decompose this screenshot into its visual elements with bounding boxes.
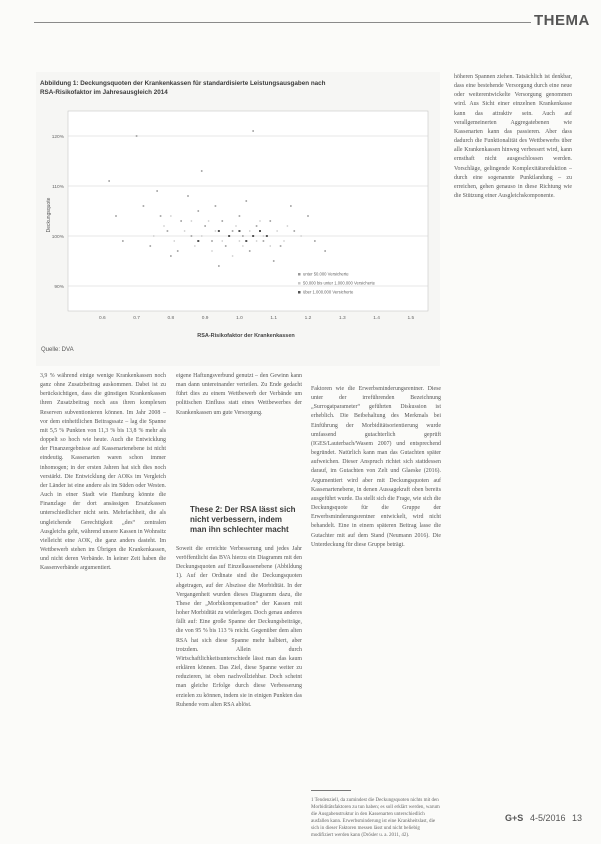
data-point bbox=[280, 245, 282, 247]
data-point bbox=[263, 240, 265, 242]
data-point bbox=[235, 225, 236, 226]
text-column-narrow bbox=[454, 73, 572, 201]
page-number: 13 bbox=[572, 813, 583, 823]
data-point bbox=[276, 230, 277, 231]
header-rule bbox=[34, 22, 531, 23]
data-point bbox=[232, 230, 234, 232]
x-tick-label: 1.1 bbox=[270, 316, 278, 321]
data-point bbox=[122, 240, 124, 242]
data-point bbox=[242, 235, 244, 237]
scatter-chart bbox=[40, 105, 436, 340]
data-point bbox=[245, 240, 247, 242]
data-point bbox=[194, 245, 195, 246]
figure-caption-line-1: Abbildung 1: Deckungsquoten der Krankenkassen für standardisierte Leistungsausgaben nach bbox=[40, 80, 326, 87]
data-point bbox=[249, 230, 250, 231]
data-point bbox=[197, 240, 199, 242]
data-point bbox=[263, 235, 264, 236]
data-point bbox=[249, 250, 251, 252]
data-point bbox=[218, 230, 220, 232]
data-point bbox=[184, 230, 185, 231]
data-point bbox=[187, 195, 189, 197]
x-tick-label: 1.4 bbox=[373, 316, 380, 321]
data-point bbox=[252, 130, 254, 132]
text-column-2-continued bbox=[176, 545, 302, 710]
data-point bbox=[269, 220, 271, 222]
paragraph: eigene Haftungsverbund genutzt – den Gewinn kann man dann untereinander verteilen. Zu Ende gedacht führt dies zu einem Wettbewerb der Verbände um politischen Einfluss statt eines Wettbewerbes der Krankenkassen um gute Versorgung. bbox=[176, 373, 302, 416]
data-point bbox=[115, 215, 117, 217]
data-point bbox=[136, 135, 138, 137]
paragraph: 3,9 % während einige wenige Krankenkassen noch ganz ohne Zusatzbeitrag auskommen. Dabei ist zu berücksichtigen, dass die günstigen Krankenkassen ihren Zusatzbeitrag noch aus ihren komplexen Reserven subventionieren können. Im Jahr 2008 – vor dem einheitlichen Beitragssatz – lag die Spanne mit 5,5 % Punkten von 11,3 % bis 13,8 % mehr als doppelt so hoch wie heute. Auch die Entwicklung der Finanzergebnisse auf Kassenartenebene ist nicht eindeutig. Kassenarten waren schon immer inhomogen; in der ersten Jahren hat sich dies noch verstärkt. Die Entwicklung der AOKs im Vergleich der Länder ist eine andere als im Süden oder Westen. Auch in einer Stadt wie Hamburg könnte die Finanzlage der dort ansässigen Ersatzkassen unterschiedlicher nicht sein. Mehrfachheit, die als ungleichende Gerechtigkeit „des“ zentralen Ausgleichs geht, während unsere Kassen in Wohnsitz vielleicht eine AOK, die ganz anders dasteht. Im Wettbewerb stehen im Übrigen die Krankenkassen, und nicht deren Verbände. In keiner Zeit haben die Kassenverbände argumentiert. bbox=[40, 373, 166, 572]
data-point bbox=[222, 240, 223, 241]
x-tick-labels bbox=[99, 315, 415, 321]
data-point bbox=[252, 235, 254, 237]
legend-entry: über 1.000.000 Versicherte bbox=[303, 289, 354, 295]
x-tick-label: 1.3 bbox=[338, 316, 346, 321]
legend-entry: unter 50.000 Versicherte bbox=[303, 271, 349, 277]
data-point bbox=[307, 215, 309, 217]
y-tick-label: 100% bbox=[51, 234, 64, 240]
data-point bbox=[218, 265, 220, 267]
legend-marker bbox=[298, 282, 301, 285]
data-point bbox=[242, 245, 243, 246]
data-point bbox=[177, 250, 179, 252]
data-point bbox=[211, 240, 213, 242]
paragraph: Faktoren wie die Erwerbsminderungsrentner. Diese unter der irreführenden Bezeichnung „Surrogatparameter“ geführten Diskussion ist erheblich. Die Beibehaltung des Merkmals bei Einführung der Morbiditätsorientierung wurde umfassend gutachterlich geprüft (IGES/Lauterbach/Wasem 2007) und entsprechend begründet. Natürlich kann man das Gutachten später aufweichen. Dieser Anspruch richtet sich stattdessen darauf, im Gutachten von Zelt und Glaeske (2016). Argumentiert wird aber mit Deckungsquoten auf Kassenartenebene, in denen Aussagekraft oben bereits ausgeführt wurde. Da stellt sich die Frage, wie sich die Deckungsquote für die Gruppe der Erwerbsminderungsrentner entwickelt, wird nicht behandelt. Eine in einem späteren Beitrag lasse die Gutachter mit auf dem Stand (Neumann 2016). Die Unterdeckung für diese Gruppe beträgt. bbox=[311, 386, 441, 548]
x-tick-label: 0.6 bbox=[98, 316, 106, 321]
data-point bbox=[293, 230, 295, 232]
data-point bbox=[225, 245, 227, 247]
data-point bbox=[238, 230, 240, 232]
paragraph: höheren Spannen ziehen. Tatsächlich ist denkbar, dass eine bestehende Versorgung durch eine neue oder weiterentwickelte Versorgung genommen wird. Aus Sicht einer einzelnen Krankenkasse kann das attraktiv sein. Auch auf verallgemeinerten Aggregatebenen wie Kassenarten kann das passieren. Aber dass dadurch die Funktionalität des Wettbewerbs über alle Krankenkassen hinweg verbessert wird, kann ernsthaft nicht ausgeschlossen werden. Vorschläge, gelingende Komplexitätsreduktion – durch eine sogenannte Punktlandung – zu erreichen, gehen genauso in diese Richtung wie die Stützung einer Ausgleichskomponente. bbox=[454, 74, 572, 200]
x-tick-label: 1.5 bbox=[407, 316, 415, 321]
data-point bbox=[215, 205, 217, 207]
data-point bbox=[163, 225, 164, 226]
data-point bbox=[201, 235, 202, 236]
data-point bbox=[259, 230, 261, 232]
figure-source: Quelle: DVA bbox=[41, 347, 74, 353]
x-tick-label: 0.8 bbox=[167, 316, 175, 321]
data-point bbox=[204, 225, 206, 227]
data-point bbox=[108, 180, 110, 182]
data-point bbox=[143, 205, 145, 207]
figure-caption-line-2: RSA-Risikofaktor im Jahresausgleich 2014 bbox=[40, 89, 168, 96]
footnote-rule bbox=[311, 790, 351, 791]
data-point bbox=[256, 240, 257, 241]
data-point bbox=[259, 220, 260, 221]
legend-marker bbox=[298, 291, 301, 294]
data-point bbox=[191, 235, 193, 237]
data-point bbox=[273, 260, 275, 262]
footnote: 1 Tendenziell, da zumindest die Deckungsquoten nichts mit den Morbiditätsfaktoren zu tun haben; es soll erklärt werden, warum die Ausgabenstruktur in den Kassenarten unterschiedlich ausfallen kann. Erwerbsminderung ist eine Krankheitslast, die sich in dieser Faktoren messen lässt und nicht beliebig modifiziert werden kann (Drösler u. a. 2011, 42). bbox=[311, 798, 440, 838]
y-axis-label: Deckungsquote bbox=[46, 197, 52, 233]
data-point bbox=[324, 250, 326, 252]
x-tick-label: 0.9 bbox=[201, 316, 209, 321]
data-point bbox=[283, 240, 284, 241]
y-tick-labels bbox=[52, 134, 65, 290]
data-point bbox=[170, 215, 171, 216]
data-point bbox=[170, 255, 172, 257]
data-point bbox=[201, 170, 203, 172]
data-point bbox=[174, 240, 175, 241]
data-point bbox=[208, 220, 209, 221]
data-point bbox=[290, 205, 292, 207]
x-tick-label: 1.2 bbox=[304, 316, 312, 321]
y-tick-label: 110% bbox=[52, 184, 64, 190]
section-heading: These 2: Der RSA lässt sich nicht verbessern, indem man ihn schlechter macht bbox=[190, 505, 296, 534]
data-point bbox=[314, 240, 316, 242]
footer-brand: G+S bbox=[505, 813, 524, 823]
data-point bbox=[180, 220, 182, 222]
data-point bbox=[211, 250, 212, 251]
data-point bbox=[239, 240, 240, 241]
footer-issue: 4-5/2016 bbox=[530, 813, 566, 823]
data-point bbox=[300, 235, 301, 236]
y-tick-label: 120% bbox=[51, 134, 64, 140]
paragraph: Soweit die erreichte Verbesserung und jedes Jahr veröffentlicht das BVA hierzu ein Diagramm mit den Deckungsquoten auf Einzelkassenebene (Abbildung 1). Auf der Ordinate sind die Deckungsquoten abgetragen, auf der Abszisse die Morbidität. In der Vergangenheit wurden dieses Diagramm dazu, die These der „Morbikompensation“ der Kassen mit hoher Morbidität zu widerlegen. Doch genau anderes fällt auf: Eine große Spanne der Deckungsbeiträge, die von 95 % bis 113 % reicht. Gegenüber dem alten RSA hat sich diese Spanne mehr halbiert, aber trotzdem. Allein durch Wirtschaftlichkeitsunterschiede lässt man das kaum erklären können. Das Ziel, diese Spanne weiter zu reduzieren, ist oben nachvollziehbar. Doch scheint man gleiche Erfolge durch diese Verbesserung erzielen zu können, indem sie in einigen Punkten das Ruhende vom alten RSA ablöst. bbox=[176, 546, 302, 708]
data-point bbox=[270, 245, 271, 246]
figure-caption bbox=[40, 79, 420, 97]
x-tick-label: 1.0 bbox=[236, 316, 243, 321]
data-point bbox=[239, 215, 241, 217]
data-point bbox=[191, 220, 192, 221]
legend-entry: 50.000 bis unter 1.000.000 Versicherte bbox=[303, 280, 375, 286]
data-point bbox=[160, 215, 162, 217]
data-point bbox=[197, 210, 199, 212]
text-column-1 bbox=[40, 372, 166, 573]
y-tick-label: 90% bbox=[54, 284, 64, 290]
data-point bbox=[232, 255, 233, 256]
x-axis-label: RSA-Risikofaktor der Krankenkassen bbox=[197, 333, 295, 339]
data-point bbox=[266, 235, 268, 237]
data-point bbox=[149, 245, 151, 247]
data-point bbox=[153, 235, 154, 236]
data-point bbox=[167, 230, 169, 232]
data-point bbox=[245, 200, 247, 202]
data-point bbox=[287, 225, 288, 226]
section-label: THEMA bbox=[534, 12, 590, 29]
data-point bbox=[228, 235, 230, 237]
data-point bbox=[221, 220, 223, 222]
data-point bbox=[215, 230, 216, 231]
legend-marker bbox=[298, 273, 301, 276]
x-tick-label: 0.7 bbox=[133, 316, 140, 321]
text-column-2 bbox=[176, 372, 302, 418]
data-point bbox=[256, 225, 258, 227]
text-column-3 bbox=[311, 385, 441, 550]
data-point bbox=[156, 190, 158, 192]
